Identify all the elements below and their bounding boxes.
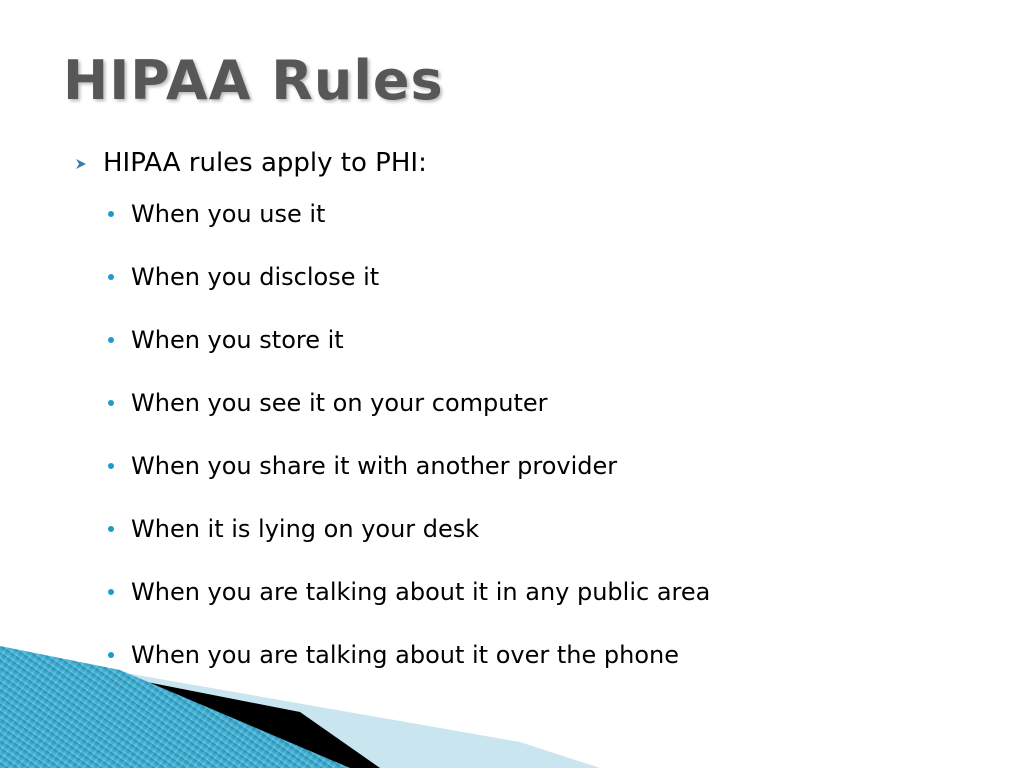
list-item-text: When you share it with another provider (131, 452, 618, 480)
list-item-text: When you use it (131, 200, 326, 228)
list-item-text: When you are talking about it over the phone (131, 641, 679, 669)
list-item-text: When you are talking about it in any public area (131, 578, 711, 606)
list-item-text: When you see it on your computer (131, 389, 548, 417)
page-title: HIPAA Rules (63, 49, 444, 112)
list-item-text: When you disclose it (131, 263, 380, 291)
list-item-text: When it is lying on your desk (131, 515, 480, 543)
main-bullet-text: HIPAA rules apply to PHI: (103, 148, 427, 178)
list-item-text: When you store it (131, 326, 344, 354)
